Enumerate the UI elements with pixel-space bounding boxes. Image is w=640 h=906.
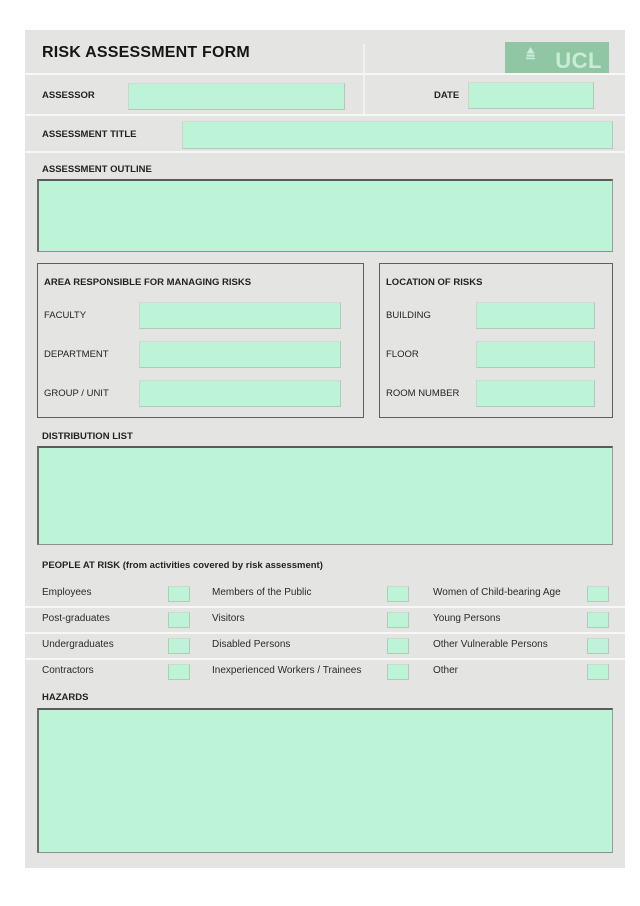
people-at-risk-title: PEOPLE AT RISK (from activities covered by risk assessment) — [42, 560, 323, 571]
hazards-textarea[interactable] — [37, 708, 613, 853]
form-page — [25, 30, 625, 868]
row-separator — [25, 151, 625, 153]
employees-label: Employees — [42, 587, 92, 598]
visitors-label: Visitors — [212, 613, 245, 624]
assessor-label: ASSESSOR — [42, 90, 95, 101]
women-of-child-bearing-age-label: Women of Child-bearing Age — [433, 587, 561, 598]
visitors-checkbox[interactable] — [387, 612, 409, 628]
department-input[interactable] — [139, 341, 341, 368]
people-at-risk-row — [25, 634, 625, 660]
room-number-input[interactable] — [476, 380, 595, 407]
disabled-persons-label: Disabled Persons — [212, 639, 291, 650]
page-title: RISK ASSESSMENT FORM — [42, 44, 250, 61]
hazards-label: HAZARDS — [42, 692, 89, 703]
women-of-child-bearing-age-checkbox[interactable] — [587, 586, 609, 602]
room-number-label: ROOM NUMBER — [386, 388, 460, 399]
young-persons-label: Young Persons — [433, 613, 501, 624]
disabled-persons-checkbox[interactable] — [387, 638, 409, 654]
people-at-risk-row — [25, 660, 625, 686]
people-at-risk-row — [25, 582, 625, 608]
group-unit-input[interactable] — [139, 380, 341, 407]
distribution-list-textarea[interactable] — [37, 446, 613, 545]
contractors-checkbox[interactable] — [168, 664, 190, 680]
employees-checkbox[interactable] — [168, 586, 190, 602]
department-label: DEPARTMENT — [44, 349, 109, 360]
other-vulnerable-persons-label: Other Vulnerable Persons — [433, 639, 548, 650]
assessment-outline-label: ASSESSMENT OUTLINE — [42, 164, 152, 175]
inexperienced-workers-trainees-checkbox[interactable] — [387, 664, 409, 680]
building-label: BUILDING — [386, 310, 431, 321]
group-unit-label: GROUP / UNIT — [44, 388, 109, 399]
post-graduates-checkbox[interactable] — [168, 612, 190, 628]
members-of-the-public-checkbox[interactable] — [387, 586, 409, 602]
area-responsible-box — [37, 263, 364, 418]
assessor-input[interactable] — [128, 83, 345, 110]
date-input[interactable] — [468, 82, 594, 109]
assessment-title-input[interactable] — [182, 121, 613, 149]
undergraduates-checkbox[interactable] — [168, 638, 190, 654]
row-separator — [25, 73, 625, 75]
building-input[interactable] — [476, 302, 595, 329]
ucl-dome-icon — [526, 47, 535, 65]
area-responsible-title: AREA RESPONSIBLE FOR MANAGING RISKS — [44, 277, 252, 288]
contractors-label: Contractors — [42, 665, 94, 676]
young-persons-checkbox[interactable] — [587, 612, 609, 628]
faculty-label: FACULTY — [44, 310, 87, 321]
header-divider — [363, 44, 365, 114]
members-of-the-public-label: Members of the Public — [212, 587, 312, 598]
distribution-list-label: DISTRIBUTION LIST — [42, 431, 133, 442]
ucl-logo-text: UCL — [555, 48, 602, 73]
faculty-input[interactable] — [139, 302, 341, 329]
ucl-logo — [505, 42, 609, 74]
floor-input[interactable] — [476, 341, 595, 368]
location-of-risks-title: LOCATION OF RISKS — [386, 277, 483, 288]
inexperienced-workers-trainees-label: Inexperienced Workers / Trainees — [212, 665, 362, 676]
assessment-title-label: ASSESSMENT TITLE — [42, 129, 137, 140]
row-separator — [25, 114, 625, 116]
floor-label: FLOOR — [386, 349, 419, 360]
location-of-risks-box — [379, 263, 613, 418]
other-checkbox[interactable] — [587, 664, 609, 680]
undergraduates-label: Undergraduates — [42, 639, 114, 650]
date-label: DATE — [434, 90, 460, 101]
post-graduates-label: Post-graduates — [42, 613, 110, 624]
assessment-outline-textarea[interactable] — [37, 179, 613, 252]
other-vulnerable-persons-checkbox[interactable] — [587, 638, 609, 654]
people-at-risk-row — [25, 608, 625, 634]
other-label: Other — [433, 665, 459, 676]
